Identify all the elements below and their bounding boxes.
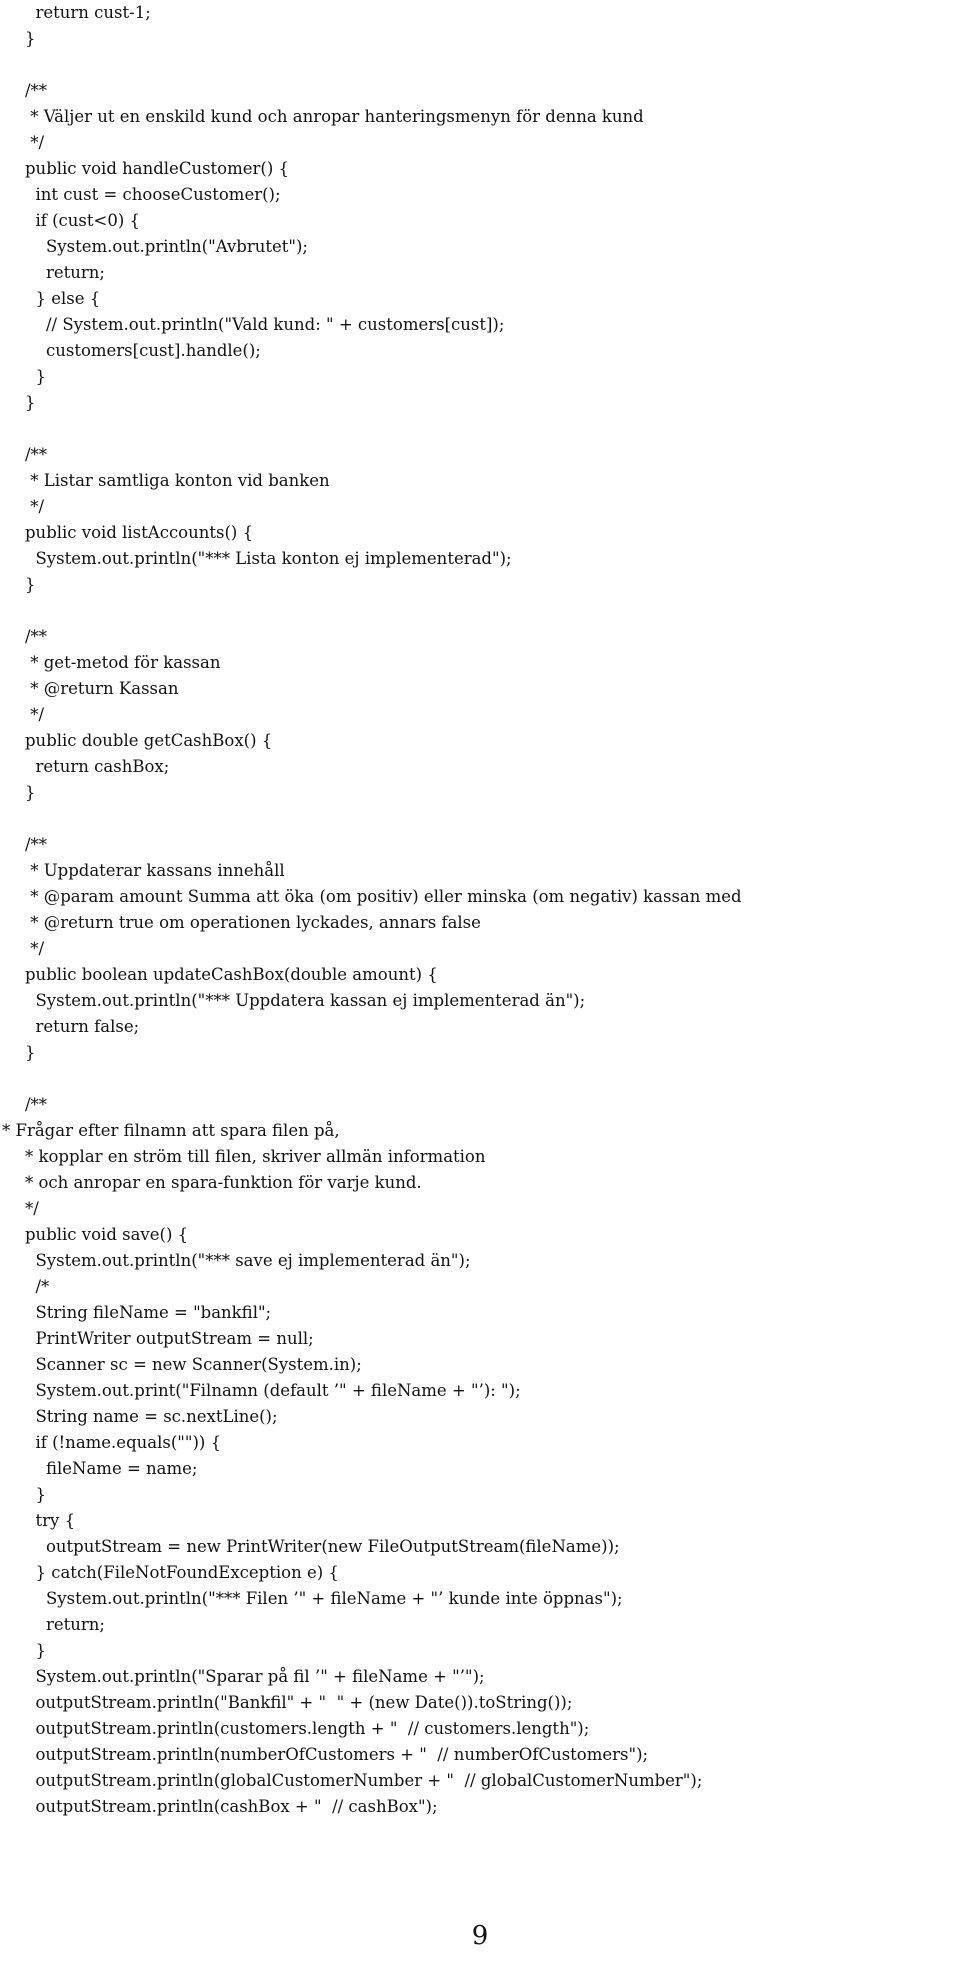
code-line: */ <box>25 1199 39 1218</box>
code-line: if (!name.equals("")) { <box>25 1433 222 1452</box>
code-line: public double getCashBox() { <box>25 731 273 750</box>
code-line: // System.out.println("Vald kund: " + customers[cust]); <box>25 315 505 334</box>
code-line <box>25 806 960 832</box>
code-line: } <box>25 1641 46 1660</box>
code-line: fileName = name; <box>25 1459 198 1478</box>
code-listing <box>2 0 960 1820</box>
code-line: int cust = chooseCustomer(); <box>25 185 281 204</box>
code-line: * @return true om operationen lyckades, annars false <box>25 913 481 932</box>
code-line: /** <box>25 81 48 100</box>
code-line: } <box>25 1043 36 1062</box>
code-line: customers[cust].handle(); <box>25 341 261 360</box>
code-line: return false; <box>25 1017 140 1036</box>
code-line: } <box>25 367 46 386</box>
code-line: System.out.println("*** Filen ’" + fileName + "’ kunde inte öppnas"); <box>25 1589 623 1608</box>
code-line: /** <box>25 627 48 646</box>
code-line: System.out.println("*** save ej implementerad än"); <box>25 1251 471 1270</box>
code-line: return; <box>25 263 105 282</box>
code-line: public void listAccounts() { <box>25 523 254 542</box>
code-line <box>25 1066 960 1092</box>
code-line <box>25 598 960 624</box>
code-line: outputStream.println(cashBox + " // cashBox"); <box>25 1797 438 1816</box>
code-line: String fileName = "bankfil"; <box>25 1303 272 1322</box>
code-line: System.out.println("*** Lista konton ej implementerad"); <box>25 549 512 568</box>
code-line: try { <box>25 1511 76 1530</box>
code-line: public void handleCustomer() { <box>25 159 290 178</box>
code-line: PrintWriter outputStream = null; <box>25 1329 314 1348</box>
code-line: System.out.println("*** Uppdatera kassan ej implementerad än"); <box>25 991 586 1010</box>
code-line: if (cust<0) { <box>25 211 141 230</box>
code-line: */ <box>25 133 45 152</box>
code-line: System.out.println("Avbrutet"); <box>25 237 308 256</box>
code-line: } <box>25 29 36 48</box>
code-line: * Väljer ut en enskild kund och anropar hanteringsmenyn för denna kund <box>25 107 644 126</box>
code-line <box>25 416 960 442</box>
code-line: public void save() { <box>25 1225 189 1244</box>
code-line: outputStream.println(globalCustomerNumber + " // globalCustomerNumber"); <box>25 1771 703 1790</box>
code-line: } <box>25 783 36 802</box>
code-line: } else { <box>25 289 101 308</box>
code-line <box>25 52 960 78</box>
code-line: */ <box>25 497 45 516</box>
code-line: * kopplar en ström till filen, skriver allmän information <box>25 1147 486 1166</box>
code-line: * @return Kassan <box>25 679 179 698</box>
code-line: } <box>25 1485 46 1504</box>
code-line: /** <box>25 1095 48 1114</box>
code-line: * Frågar efter filnamn att spara filen på, <box>2 1121 340 1140</box>
code-line: * @param amount Summa att öka (om positiv) eller minska (om negativ) kassan med <box>25 887 742 906</box>
code-line: * Uppdaterar kassans innehåll <box>25 861 285 880</box>
code-line: } <box>25 393 36 412</box>
code-line: return cust-1; <box>25 3 151 22</box>
code-line: * get-metod för kassan <box>25 653 221 672</box>
code-line: } catch(FileNotFoundException e) { <box>25 1563 339 1582</box>
code-line: outputStream = new PrintWriter(new FileOutputStream(fileName)); <box>25 1537 620 1556</box>
code-line: public boolean updateCashBox(double amount) { <box>25 965 438 984</box>
code-line: outputStream.println(numberOfCustomers + " // numberOfCustomers"); <box>25 1745 649 1764</box>
code-line: System.out.println("Sparar på fil ’" + fileName + "’"); <box>25 1667 485 1686</box>
code-line: outputStream.println(customers.length + " // customers.length"); <box>25 1719 590 1738</box>
code-line: * och anropar en spara-funktion för varje kund. <box>25 1173 422 1192</box>
code-line: */ <box>25 939 45 958</box>
code-line: */ <box>25 705 45 724</box>
code-line: return cashBox; <box>25 757 170 776</box>
code-line: return; <box>25 1615 105 1634</box>
code-line: /** <box>25 835 48 854</box>
code-line: String name = sc.nextLine(); <box>25 1407 278 1426</box>
page-number: 9 <box>471 1921 489 1951</box>
code-line: Scanner sc = new Scanner(System.in); <box>25 1355 362 1374</box>
code-line: System.out.print("Filnamn (default ’" + fileName + "’): "); <box>25 1381 521 1400</box>
code-line: /* <box>25 1277 50 1296</box>
code-line: /** <box>25 445 48 464</box>
code-line: * Listar samtliga konton vid banken <box>25 471 330 490</box>
code-line: outputStream.println("Bankfil" + " " + (new Date()).toString()); <box>25 1693 573 1712</box>
code-line: } <box>25 575 36 594</box>
